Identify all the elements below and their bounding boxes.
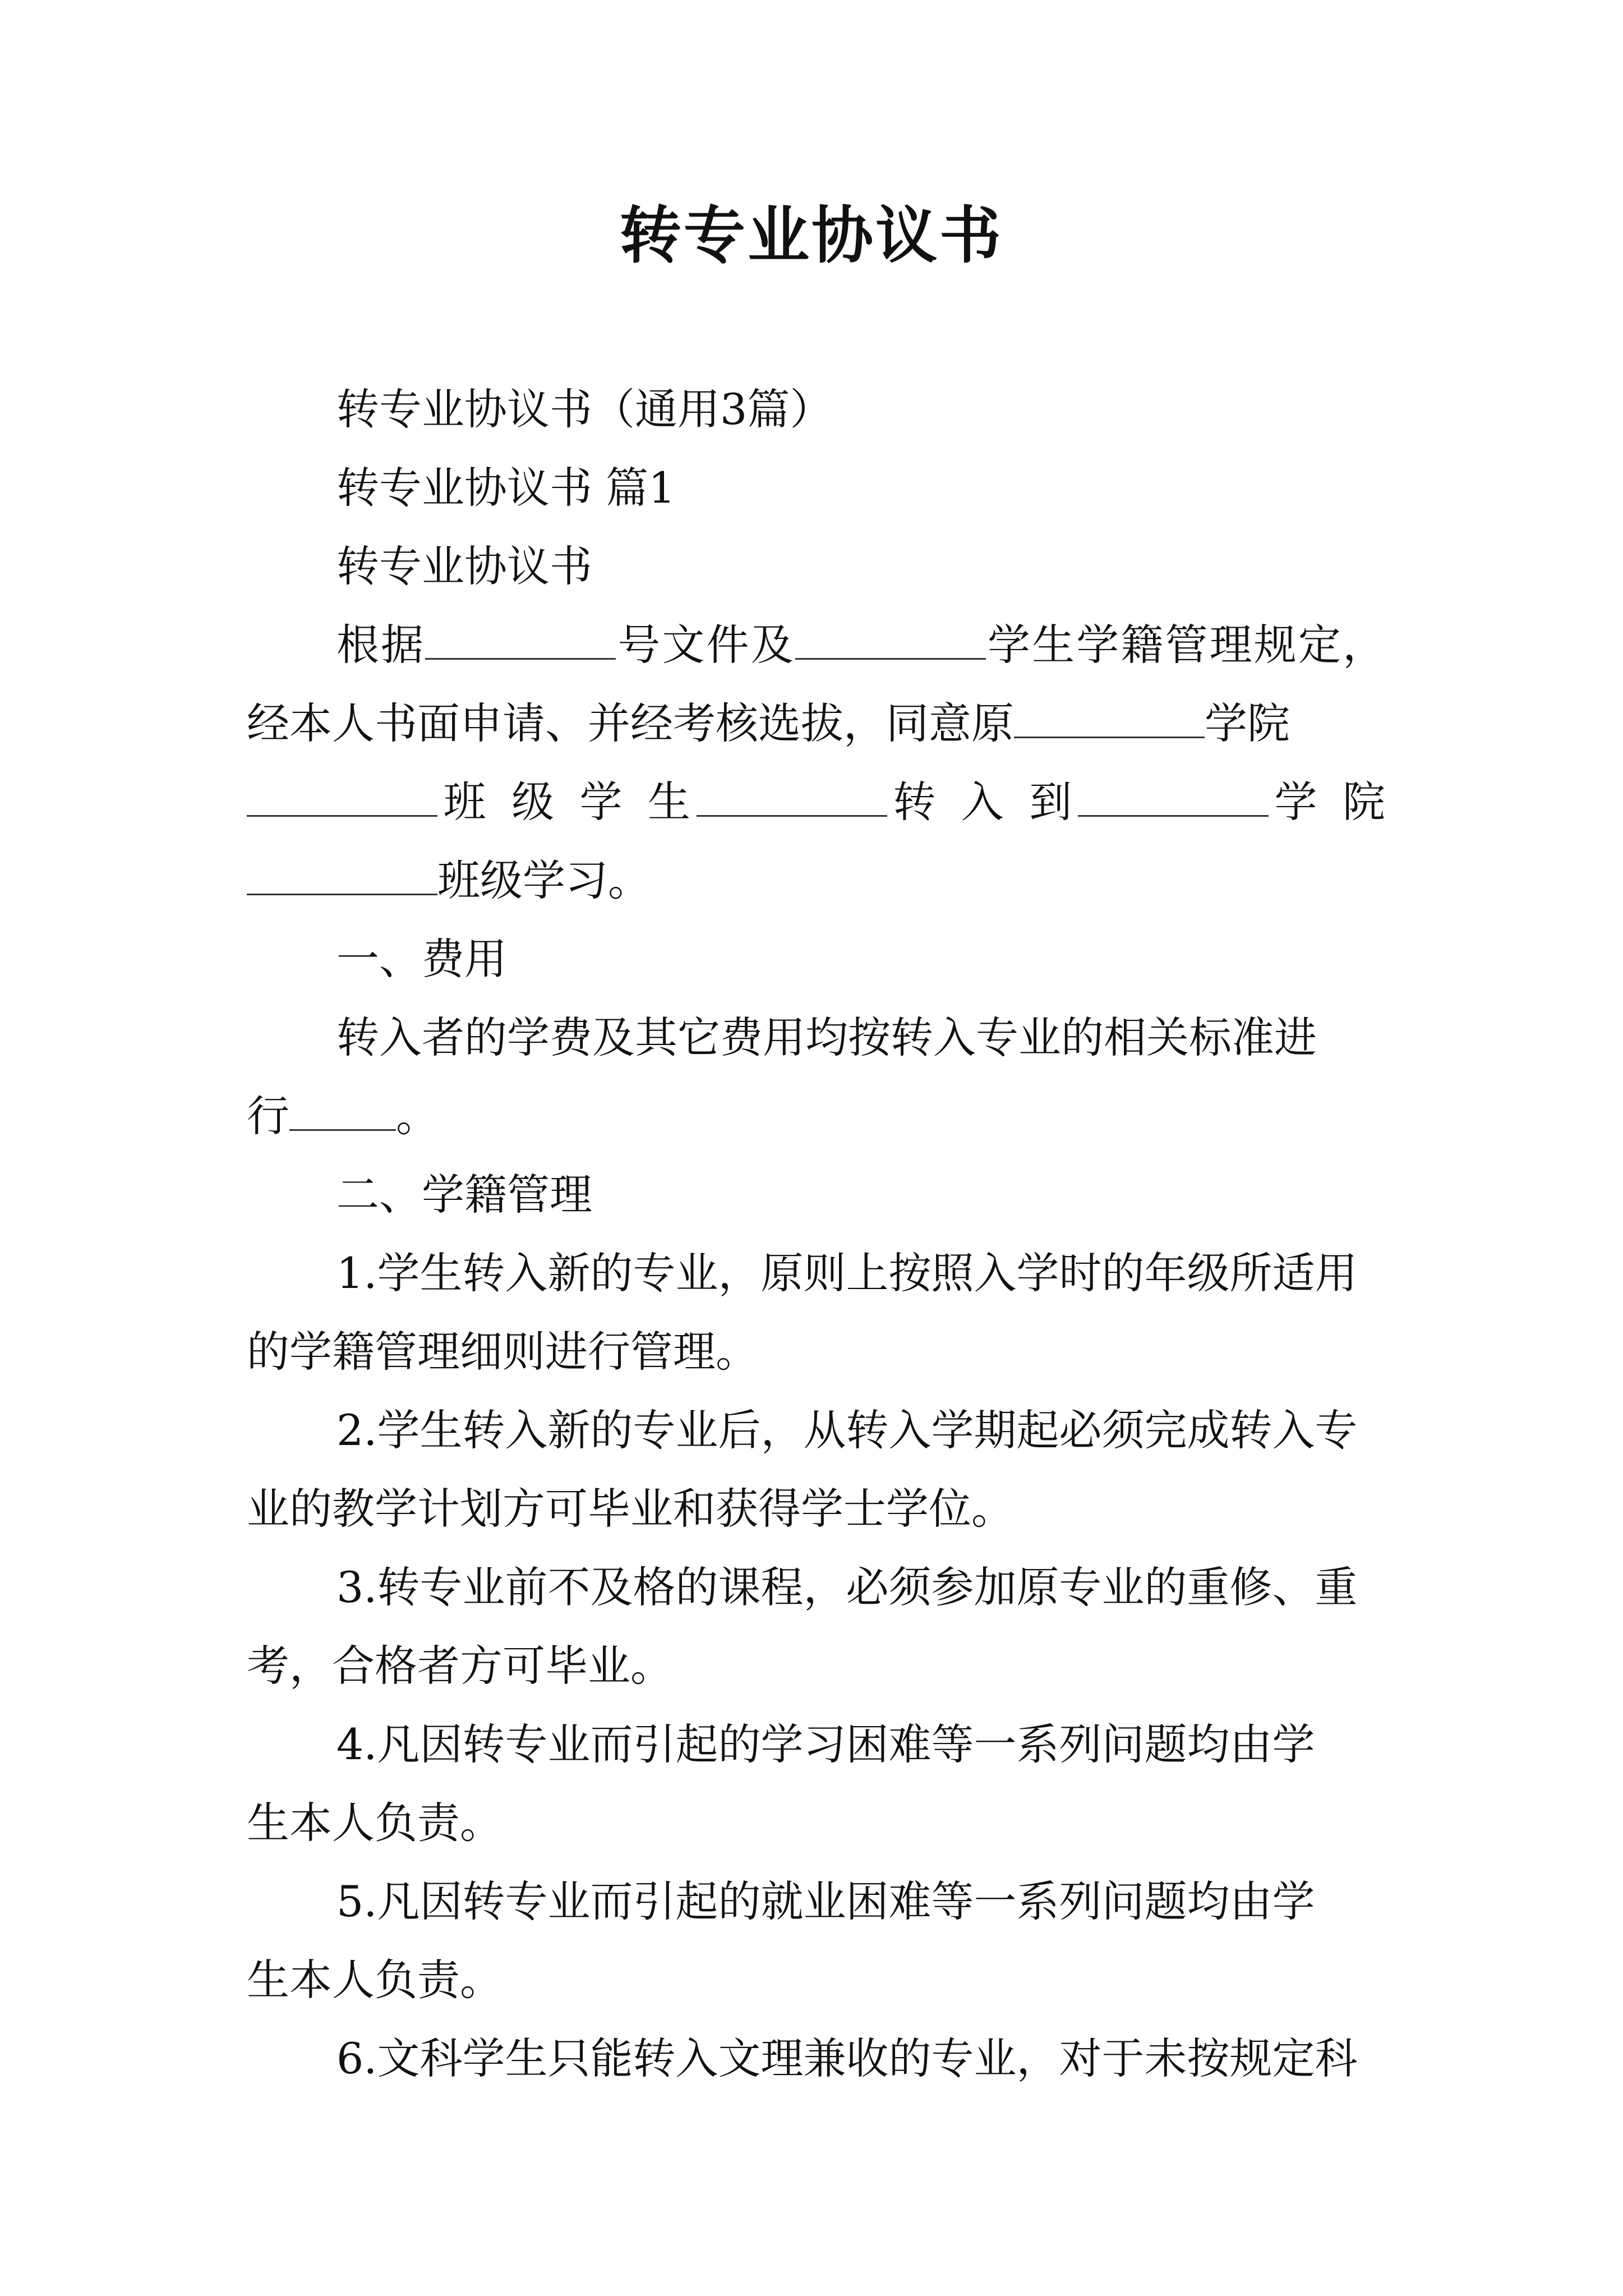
item-4-line-1 [336,1714,1385,1775]
text-segment: 。 [396,1091,439,1141]
item-5-line-2 [247,1949,1385,2011]
item-1-line-2 [247,1321,1385,1383]
paragraph-2-line-2 [247,1085,1385,1147]
document-title: 转专业协议书 [620,199,1003,272]
text-segment: 班 级 学 生 [437,777,697,827]
section-enrollment-heading [336,1164,1385,1226]
text-segment: 业的教学计划方可毕业和获得学士学位。 [247,1484,1014,1534]
item-3-line-1 [336,1557,1385,1618]
text-segment: 行 [247,1091,289,1141]
fill-blank-field[interactable] [795,619,986,660]
text-segment: 生本人负责。 [247,1798,502,1848]
text-segment: 班级学习。 [437,855,651,905]
paragraph-1-line-3 [247,771,1385,833]
section-heading-1 [336,457,1385,519]
text-segment: 号文件及 [616,620,795,670]
item-6-line-1 [336,2028,1385,2090]
text-segment: 学院 [1205,698,1290,748]
fill-blank-field[interactable] [247,776,437,817]
text-segment: 学 院 [1268,777,1385,827]
section-fees-heading [336,928,1385,990]
fill-blank-field[interactable] [697,776,887,817]
subtitle-text: 转专业协议书（通用3篇） [336,384,833,434]
paragraph-1-line-2 [247,693,1385,754]
text-segment: 3.转专业前不及格的课程，必须参加原专业的重修、重 [336,1562,1358,1612]
fill-blank-field[interactable] [1078,776,1269,817]
text-segment: 1.学生转入新的专业，原则上按照入学时的年级所适用 [336,1248,1358,1298]
item-1-line-1 [336,1243,1385,1304]
text-segment: 的学籍管理细则进行管理。 [247,1327,758,1377]
paragraph-1-line-4 [247,850,1385,912]
fill-blank-field[interactable] [289,1090,396,1131]
fill-blank-field[interactable] [247,854,437,895]
text-segment: 6.文科学生只能转入文理兼收的专业，对于未按规定科 [336,2033,1358,2083]
section-heading-text: 转专业协议书 篇1 [336,463,676,513]
item-4-line-2 [247,1792,1385,1854]
item-2-line-1 [336,1400,1385,1461]
agreement-heading-text: 转专业协议书 [336,541,592,591]
section-fees-text: 一、费用 [336,934,507,984]
text-segment: 4.凡因转专业而引起的学习困难等一系列问题均由学 [336,1719,1315,1769]
agreement-heading [336,536,1385,597]
fill-blank-field[interactable] [1014,697,1205,738]
text-segment: 考，合格者方可毕业。 [247,1641,673,1691]
text-segment: 转入者的学费及其它费用均按转入专业的相关标准进 [336,1013,1317,1062]
text-segment: 转 入 到 [887,777,1078,827]
paragraph-1-line-1 [336,614,1385,676]
item-2-line-2 [247,1478,1385,1540]
paragraph-2-line-1 [336,1007,1385,1069]
text-segment: 学生学籍管理规定， [985,620,1385,670]
text-segment: 根据 [336,620,426,670]
text-segment: 2.学生转入新的专业后，从转入学期起必须完成转入专 [336,1405,1358,1455]
text-segment: 5.凡因转专业而引起的就业困难等一系列问题均由学 [336,1876,1315,1926]
text-segment: 生本人负责。 [247,1955,502,2005]
fill-blank-field[interactable] [425,619,616,660]
section-enrollment-text: 二、学籍管理 [336,1170,592,1220]
item-5-line-1 [336,1871,1385,1932]
text-segment: 经本人书面申请、并经考核选拔，同意原 [247,698,1014,748]
item-3-line-2 [247,1635,1385,1697]
subtitle-line [336,379,1385,440]
